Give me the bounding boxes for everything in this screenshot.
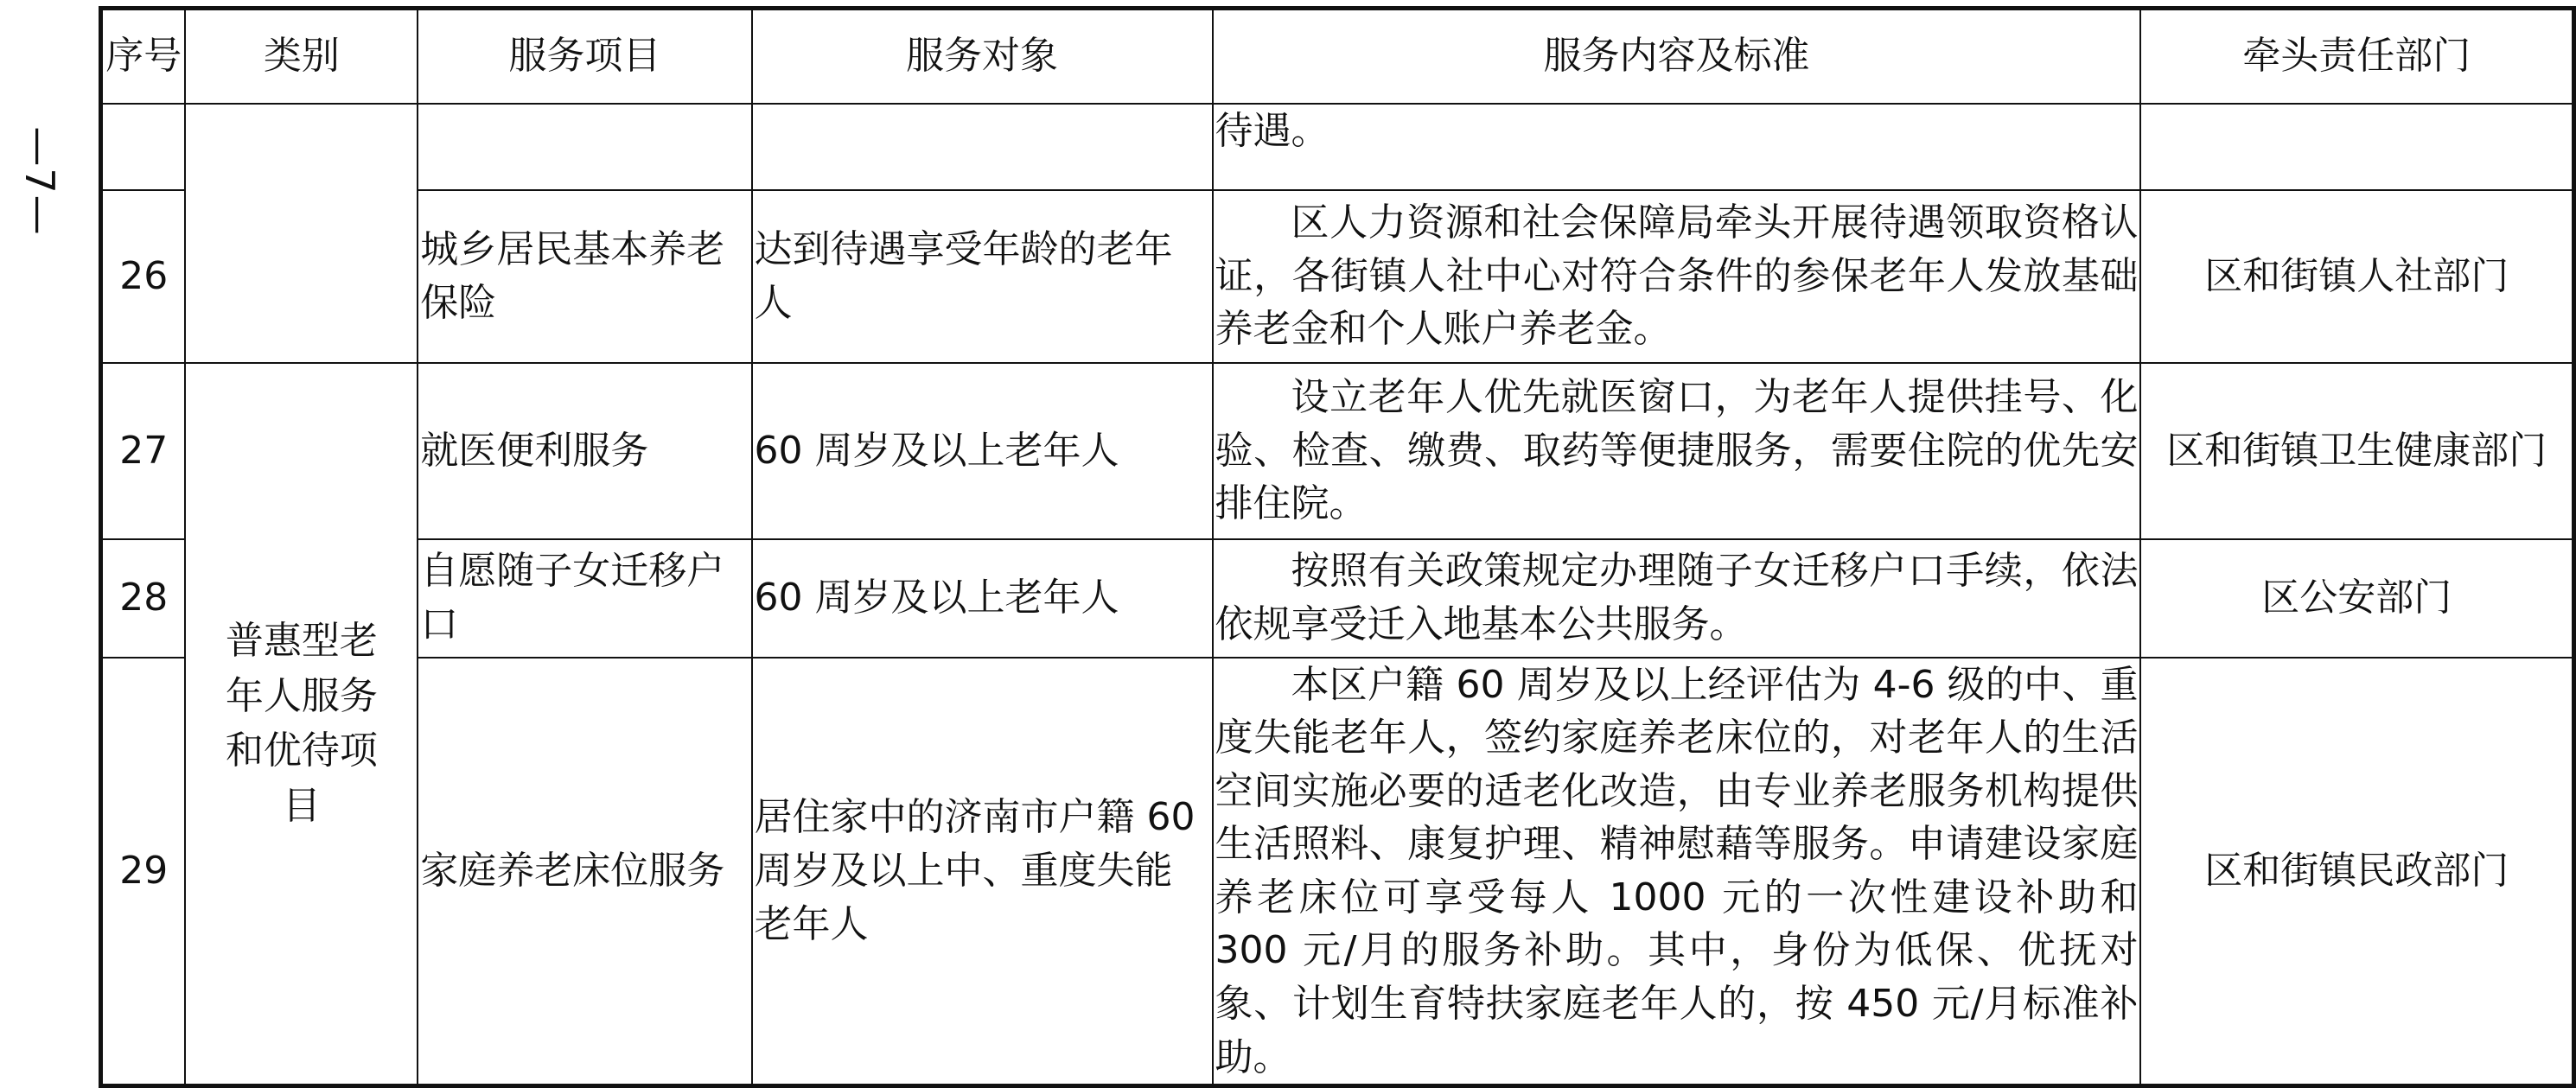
page-number: —7— — [16, 126, 63, 237]
header-item: 服务项目 — [418, 9, 751, 104]
cell-department — [2140, 104, 2573, 190]
header-content: 服务内容及标准 — [1213, 9, 2141, 104]
cell-department: 区和街镇民政部门 — [2140, 658, 2573, 1086]
cell-seq — [101, 104, 186, 190]
cell-content: 待遇。 — [1213, 104, 2141, 190]
cell-target: 60 周岁及以上老年人 — [752, 539, 1213, 658]
cell-item: 城乡居民基本养老保险 — [418, 190, 751, 363]
table-row — [101, 539, 2574, 658]
cell-seq: 28 — [101, 539, 186, 658]
cell-target: 达到待遇享受年龄的老年人 — [752, 190, 1213, 363]
service-table — [99, 6, 2576, 1088]
cell-seq: 26 — [101, 190, 186, 363]
table-row — [101, 658, 2574, 1086]
cell-content: 本区户籍 60 周岁及以上经评估为 4-6 级的中、重度失能老年人，签约家庭养老床位的，对老年人的生活空间实施必要的适老化改造，由专业养老服务机构提供生活照料、康复护理、精神慰藉等服务。申请建设家庭养老床位可享受每人 1000 元的一次性建设补助和 300 元/月的服务补助。其中，身份为低保、优抚对象、计划生育特扶家庭老年人的，按 450 元/月标准补助。 — [1213, 658, 2141, 1086]
cell-item — [418, 104, 751, 190]
cell-item: 家庭养老床位服务 — [418, 658, 751, 1086]
table-row-continuation — [101, 104, 2574, 190]
cell-category — [185, 363, 418, 1086]
table-header-row — [101, 9, 2574, 104]
cell-content: 区人力资源和社会保障局牵头开展待遇领取资格认证，各街镇人社中心对符合条件的参保老年人发放基础养老金和个人账户养老金。 — [1213, 190, 2141, 363]
header-category: 类别 — [185, 9, 418, 104]
cell-content: 按照有关政策规定办理随子女迁移户口手续，依法依规享受迁入地基本公共服务。 — [1213, 539, 2141, 658]
table-row — [101, 363, 2574, 539]
cell-seq: 27 — [101, 363, 186, 539]
cell-department: 区和街镇人社部门 — [2140, 190, 2573, 363]
cell-target: 60 周岁及以上老年人 — [752, 363, 1213, 539]
cell-target: 居住家中的济南市户籍 60 周岁及以上中、重度失能老年人 — [752, 658, 1213, 1086]
cell-category-blank — [185, 104, 418, 363]
cell-item: 自愿随子女迁移户口 — [418, 539, 751, 658]
header-department: 牵头责任部门 — [2140, 9, 2573, 104]
header-seq: 序号 — [101, 9, 186, 104]
cell-target — [752, 104, 1213, 190]
category-label: 普惠型老年人服务和优待项目 — [225, 618, 378, 829]
cell-item: 就医便利服务 — [418, 363, 751, 539]
cell-department: 区和街镇卫生健康部门 — [2140, 363, 2573, 539]
cell-seq: 29 — [101, 658, 186, 1086]
table-row — [101, 190, 2574, 363]
header-target: 服务对象 — [752, 9, 1213, 104]
cell-content: 设立老年人优先就医窗口，为老年人提供挂号、化验、检查、缴费、取药等便捷服务，需要住院的优先安排住院。 — [1213, 363, 2141, 539]
cell-department: 区公安部门 — [2140, 539, 2573, 658]
